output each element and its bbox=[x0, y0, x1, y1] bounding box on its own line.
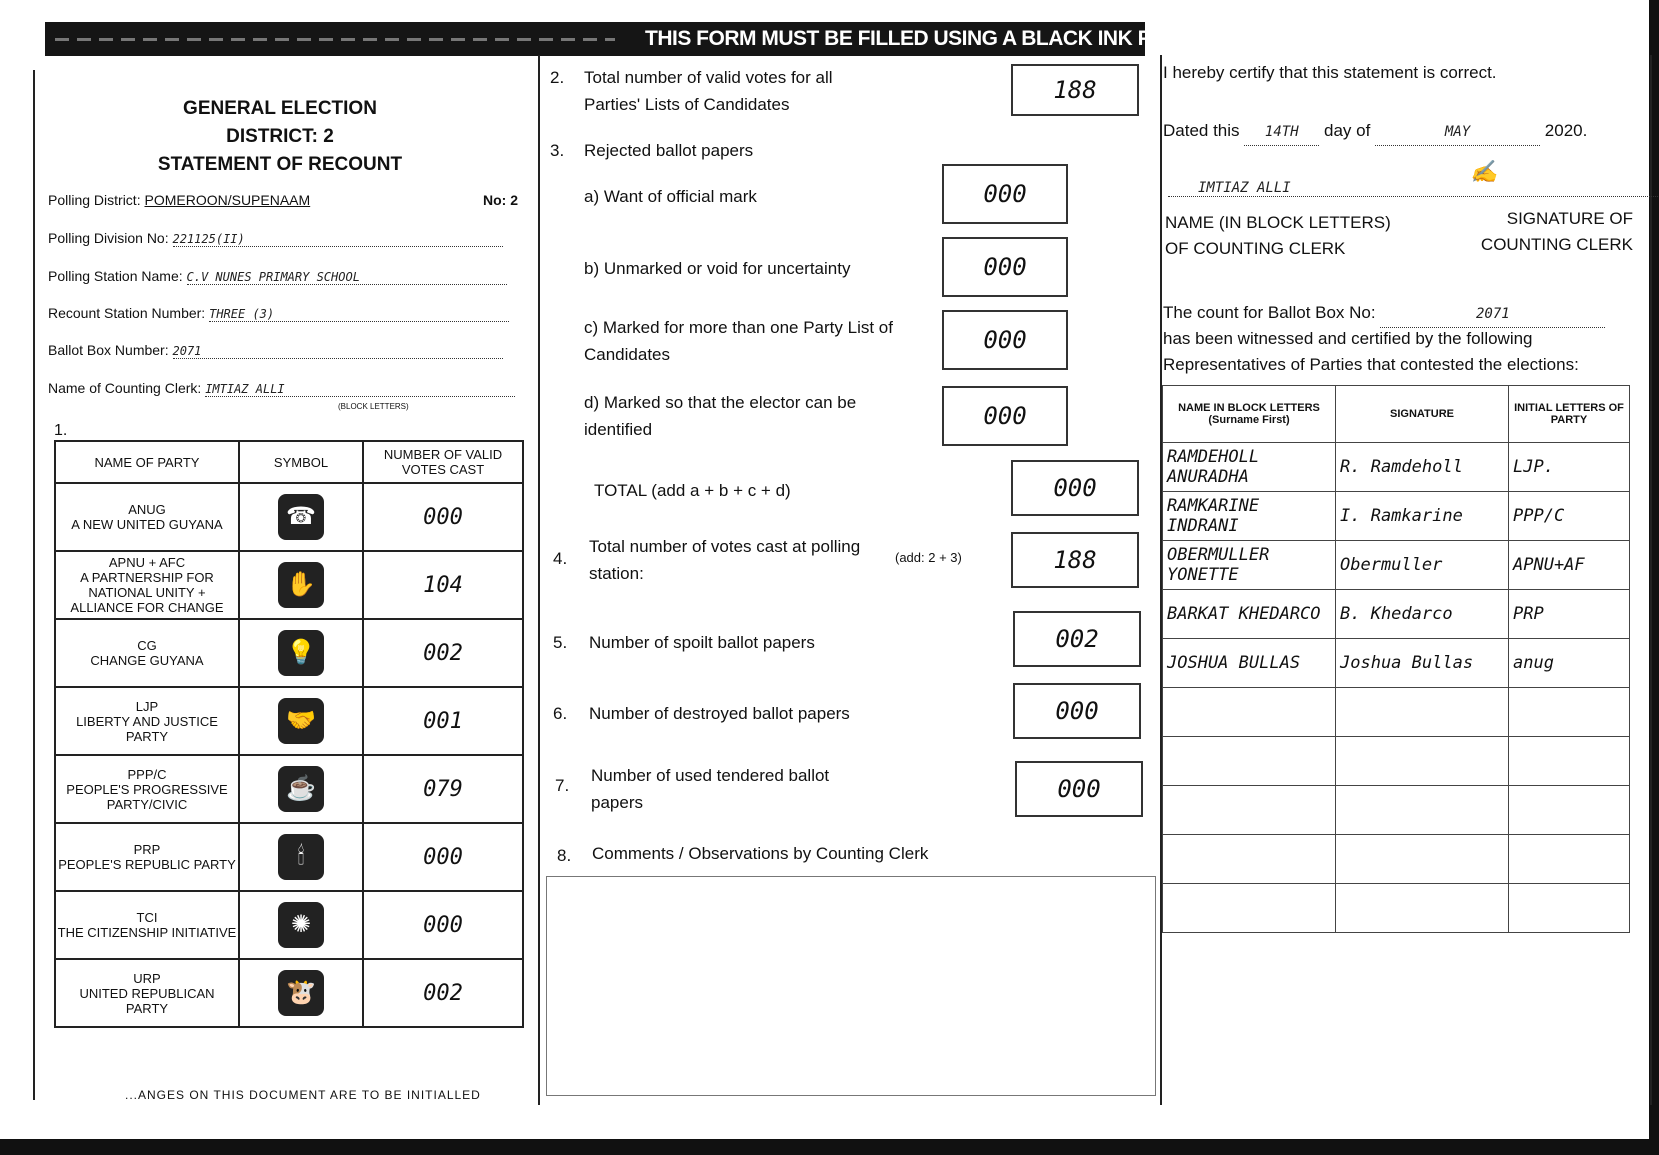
rep-party bbox=[1509, 835, 1630, 884]
title-statement: STATEMENT OF RECOUNT bbox=[157, 154, 403, 175]
polling-station-label: Polling Station Name: bbox=[48, 268, 183, 284]
ballot-box-row bbox=[48, 342, 518, 359]
dated-this-label: Dated this bbox=[1163, 121, 1240, 140]
title-general-election: GENERAL ELECTION bbox=[183, 98, 377, 119]
clerk-name-label: NAME (IN BLOCK LETTERS) OF COUNTING CLERK bbox=[1165, 213, 1391, 258]
reps-header-party: INITIAL LETTERS OF PARTY bbox=[1509, 386, 1630, 443]
banner-text: THIS FORM MUST BE FILLED USING A BLACK INK PEN bbox=[645, 27, 1180, 50]
party-full-name: A NEW UNITED GUYANA bbox=[71, 517, 223, 532]
party-symbol-icon: 🕯 bbox=[278, 834, 324, 880]
party-symbol-cell bbox=[239, 483, 363, 551]
rep-name bbox=[1163, 786, 1336, 835]
rep-row bbox=[1163, 884, 1630, 933]
left-border bbox=[33, 70, 35, 1100]
party-full-name: UNITED REPUBLICAN PARTY bbox=[79, 985, 215, 1016]
party-code: URP bbox=[133, 970, 161, 986]
banner bbox=[45, 22, 1180, 56]
party-full-name: PEOPLE'S PROGRESSIVE PARTY/CIVIC bbox=[66, 781, 228, 812]
banner-streak bbox=[55, 38, 615, 41]
party-full-name: PEOPLE'S REPUBLIC PARTY bbox=[58, 857, 236, 872]
rep-signature: B. Khedarco bbox=[1336, 590, 1509, 639]
polling-district-row bbox=[48, 192, 518, 208]
party-symbol-cell bbox=[239, 755, 363, 823]
party-symbol-icon: 💡 bbox=[278, 630, 324, 676]
count-ballot-value: 2071 bbox=[1380, 301, 1605, 328]
q8-text: Comments / Observations by Counting Clerk bbox=[592, 844, 929, 863]
party-name-cell bbox=[55, 891, 239, 959]
party-votes-cell: 079 bbox=[363, 755, 523, 823]
q4-total-votes-box: 188 bbox=[1011, 532, 1139, 588]
party-name-cell bbox=[55, 687, 239, 755]
q3c-box: 000 bbox=[942, 310, 1068, 370]
party-row bbox=[55, 687, 523, 755]
q2-text: Total number of valid votes for all Parties' Lists of Candidates bbox=[584, 68, 833, 114]
clerk-name-handwritten: IMTIAZ ALLI bbox=[1168, 180, 1428, 197]
comments-box bbox=[546, 876, 1156, 1096]
day-of-label: day of bbox=[1324, 121, 1371, 140]
party-full-name: A PARTNERSHIP FOR NATIONAL UNITY + ALLIANCE FOR CHANGE bbox=[70, 570, 224, 615]
party-votes-table bbox=[54, 440, 524, 1028]
q7-tendered-box: 000 bbox=[1015, 761, 1143, 817]
count-ballot-label: The count for Ballot Box No: bbox=[1163, 303, 1376, 322]
party-row bbox=[55, 891, 523, 959]
count-ballot-row bbox=[1163, 300, 1605, 328]
clerk-signature-label: SIGNATURE OF COUNTING CLERK bbox=[1480, 209, 1633, 254]
q8-num: 8. bbox=[557, 846, 572, 865]
q4-add-note: (add: 2 + 3) bbox=[895, 550, 962, 565]
party-symbol-cell bbox=[239, 619, 363, 687]
reps-header-signature: SIGNATURE bbox=[1336, 386, 1509, 443]
polling-station-row bbox=[48, 268, 518, 285]
header-valid-votes: NUMBER OF VALID VOTES CAST bbox=[363, 441, 523, 483]
rep-signature bbox=[1336, 688, 1509, 737]
party-row bbox=[55, 619, 523, 687]
rep-row bbox=[1163, 688, 1630, 737]
district-no: No: 2 bbox=[483, 192, 518, 208]
rep-signature: I. Ramkarine bbox=[1336, 492, 1509, 541]
party-table-header bbox=[55, 441, 523, 483]
certify-statement: I hereby certify that this statement is correct. bbox=[1163, 63, 1497, 82]
party-row bbox=[55, 755, 523, 823]
party-name-cell bbox=[55, 823, 239, 891]
q2-num: 2. bbox=[550, 68, 565, 87]
q5-spoilt-box: 002 bbox=[1013, 611, 1141, 667]
polling-division-value: 221125(II) bbox=[173, 232, 503, 247]
dated-row bbox=[1163, 118, 1587, 146]
q7-num: 7. bbox=[555, 776, 570, 795]
party-name-cell bbox=[55, 959, 239, 1027]
party-full-name: LIBERTY AND JUSTICE PARTY bbox=[76, 713, 218, 744]
rep-signature: Obermuller bbox=[1336, 541, 1509, 590]
counting-clerk-value: IMTIAZ ALLI bbox=[205, 382, 515, 397]
recount-station-value: THREE (3) bbox=[209, 307, 509, 322]
party-row bbox=[55, 823, 523, 891]
year-value: 2020. bbox=[1544, 121, 1588, 140]
polling-station-value: C.V NUNES PRIMARY SCHOOL bbox=[187, 270, 507, 285]
party-row bbox=[55, 551, 523, 619]
total-text: TOTAL (add a + b + c + d) bbox=[594, 481, 791, 500]
counting-clerk-row bbox=[48, 380, 518, 397]
rep-party: anug bbox=[1509, 639, 1630, 688]
q2-valid-votes-box: 188 bbox=[1011, 64, 1139, 116]
q3-num: 3. bbox=[550, 141, 565, 160]
initialled-note: ...ANGES ON THIS DOCUMENT ARE TO BE INITIALLED bbox=[125, 1088, 481, 1102]
title-district: DISTRICT: 2 bbox=[226, 126, 334, 147]
reps-header bbox=[1163, 386, 1630, 443]
polling-district-label: Polling District: bbox=[48, 192, 141, 208]
party-symbol-icon: ☎ bbox=[278, 494, 324, 540]
rep-row bbox=[1163, 590, 1630, 639]
rep-row bbox=[1163, 492, 1630, 541]
q6-num: 6. bbox=[553, 704, 568, 723]
rep-party: PPP/C bbox=[1509, 492, 1630, 541]
rep-row bbox=[1163, 541, 1630, 590]
clerk-signature: ✍ bbox=[1415, 160, 1659, 197]
q3b-text: b) Unmarked or void for uncertainty bbox=[584, 259, 851, 278]
party-code: LJP bbox=[135, 698, 159, 714]
q3b-box: 000 bbox=[942, 237, 1068, 297]
party-symbol-icon: ✺ bbox=[278, 902, 324, 948]
q3d-text: d) Marked so that the elector can be identified bbox=[584, 393, 857, 439]
counting-clerk-label: Name of Counting Clerk: bbox=[48, 380, 202, 396]
rep-name bbox=[1163, 688, 1336, 737]
rep-signature bbox=[1336, 786, 1509, 835]
right-border bbox=[1650, 55, 1652, 1105]
polling-division-label: Polling Division No: bbox=[48, 230, 169, 246]
rep-name bbox=[1163, 737, 1336, 786]
recount-station-label: Recount Station Number: bbox=[48, 305, 206, 321]
party-code: TCI bbox=[136, 910, 158, 925]
party-full-name: CHANGE GUYANA bbox=[90, 653, 204, 668]
rep-name: JOSHUA BULLAS bbox=[1163, 639, 1336, 688]
party-votes-cell: 000 bbox=[363, 891, 523, 959]
party-symbol-cell bbox=[239, 551, 363, 619]
day-value: 14TH bbox=[1244, 119, 1319, 146]
party-name-cell bbox=[55, 755, 239, 823]
rep-name: OBERMULLER YONETTE bbox=[1163, 541, 1336, 590]
total-box: 000 bbox=[1011, 460, 1139, 516]
q3a-text: a) Want of official mark bbox=[584, 187, 757, 206]
rep-row bbox=[1163, 737, 1630, 786]
party-symbol-cell bbox=[239, 959, 363, 1027]
rep-party bbox=[1509, 737, 1630, 786]
party-code: ANUG bbox=[128, 502, 166, 517]
rep-row bbox=[1163, 786, 1630, 835]
rep-party bbox=[1509, 688, 1630, 737]
party-votes-cell: 000 bbox=[363, 483, 523, 551]
ballot-box-label: Ballot Box Number: bbox=[48, 342, 169, 358]
party-symbol-cell bbox=[239, 823, 363, 891]
polling-district-value: POMEROON/SUPENAAM bbox=[144, 192, 311, 208]
header-symbol: SYMBOL bbox=[239, 441, 363, 483]
rep-signature: Joshua Bullas bbox=[1336, 639, 1509, 688]
party-symbol-icon: ☕ bbox=[278, 766, 324, 812]
party-symbol-icon: 🐮 bbox=[278, 970, 324, 1016]
witness-text: has been witnessed and certified by the following Representatives of Parties that contested the elections: bbox=[1163, 329, 1579, 374]
rep-name bbox=[1163, 835, 1336, 884]
rep-row bbox=[1163, 835, 1630, 884]
rep-party: APNU+AF bbox=[1509, 541, 1630, 590]
party-symbol-cell bbox=[239, 891, 363, 959]
rep-signature bbox=[1336, 737, 1509, 786]
q3a-box: 000 bbox=[942, 164, 1068, 224]
rep-party: LJP. bbox=[1509, 443, 1630, 492]
party-name-cell bbox=[55, 483, 239, 551]
rep-name: RAMKARINE INDRANI bbox=[1163, 492, 1336, 541]
rep-signature bbox=[1336, 884, 1509, 933]
party-name-cell bbox=[55, 551, 239, 619]
party-code: CG bbox=[137, 638, 157, 653]
q3d-box: 000 bbox=[942, 386, 1068, 446]
rep-name: BARKAT KHEDARCO bbox=[1163, 590, 1336, 639]
rep-party bbox=[1509, 786, 1630, 835]
rep-name: RAMDEHOLL ANURADHA bbox=[1163, 443, 1336, 492]
party-symbol-cell bbox=[239, 687, 363, 755]
party-row bbox=[55, 483, 523, 551]
q6-destroyed-box: 000 bbox=[1013, 683, 1141, 739]
q3c-text: c) Marked for more than one Party List of Candidates bbox=[584, 318, 893, 364]
party-name-cell bbox=[55, 619, 239, 687]
q6-text: Number of destroyed ballot papers bbox=[589, 704, 850, 723]
party-votes-cell: 104 bbox=[363, 551, 523, 619]
block-letters-note: (BLOCK LETTERS) bbox=[338, 402, 409, 411]
rep-row bbox=[1163, 639, 1630, 688]
section-1-label: 1. bbox=[54, 422, 68, 439]
q7-text: Number of used tendered ballot papers bbox=[591, 766, 830, 812]
party-code: PRP bbox=[133, 842, 161, 857]
q4-num: 4. bbox=[553, 549, 568, 568]
q4-text: Total number of votes cast at polling station: bbox=[589, 537, 861, 583]
scan-edge-bottom bbox=[0, 1139, 1659, 1155]
rep-signature bbox=[1336, 835, 1509, 884]
party-code: PPP/C bbox=[127, 766, 167, 782]
q3-text: Rejected ballot papers bbox=[584, 141, 754, 160]
party-full-name: THE CITIZENSHIP INITIATIVE bbox=[57, 925, 237, 940]
reps-header-name: NAME IN BLOCK LETTERS (Surname First) bbox=[1163, 386, 1336, 443]
month-value: MAY bbox=[1375, 119, 1540, 146]
party-votes-cell: 002 bbox=[363, 619, 523, 687]
polling-division-row bbox=[48, 230, 518, 247]
rep-name bbox=[1163, 884, 1336, 933]
q5-num: 5. bbox=[553, 633, 568, 652]
header-party-name: NAME OF PARTY bbox=[55, 441, 239, 483]
party-votes-cell: 001 bbox=[363, 687, 523, 755]
party-votes-cell: 000 bbox=[363, 823, 523, 891]
party-representatives-table bbox=[1162, 385, 1630, 933]
rep-signature: R. Ramdeholl bbox=[1336, 443, 1509, 492]
party-symbol-icon: ✋ bbox=[278, 562, 324, 608]
q5-text: Number of spoilt ballot papers bbox=[589, 633, 815, 652]
recount-station-row bbox=[48, 305, 518, 322]
rep-party bbox=[1509, 884, 1630, 933]
rep-party: PRP bbox=[1509, 590, 1630, 639]
party-code: APNU + AFC bbox=[108, 555, 186, 570]
party-symbol-icon: 🤝 bbox=[278, 698, 324, 744]
ballot-box-value: 2071 bbox=[173, 344, 503, 359]
party-row bbox=[55, 959, 523, 1027]
rep-row bbox=[1163, 443, 1630, 492]
divider-left-middle bbox=[538, 55, 540, 1105]
party-votes-cell: 002 bbox=[363, 959, 523, 1027]
